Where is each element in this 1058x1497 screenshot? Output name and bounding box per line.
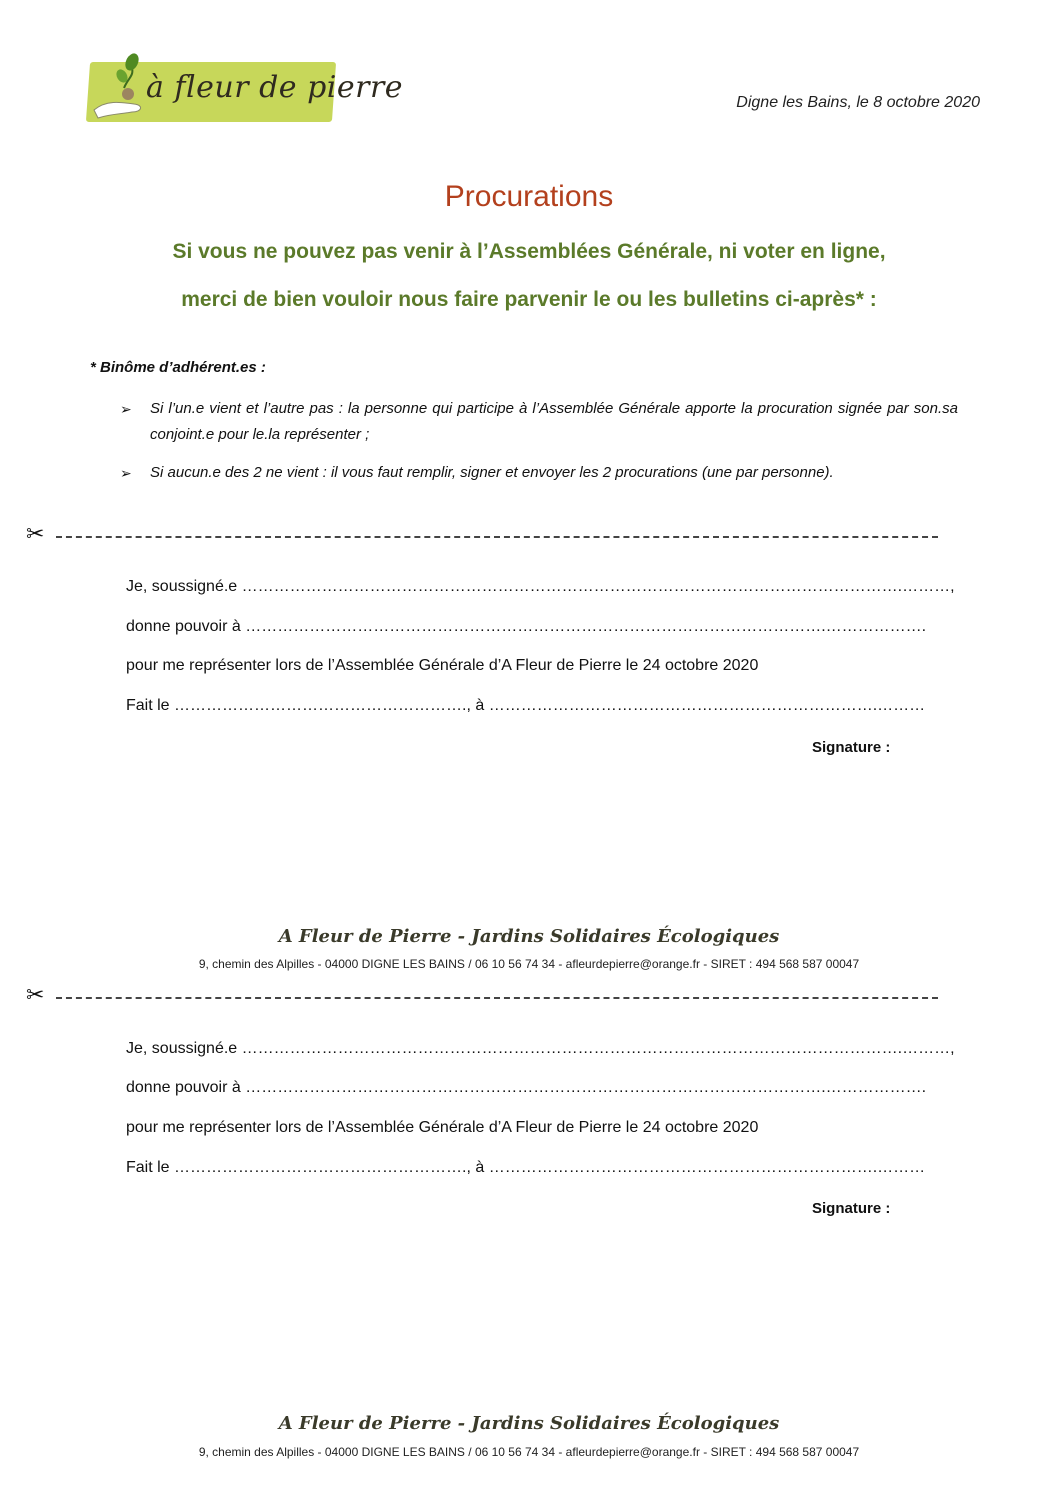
form-date-place-line: Fait le ………………………………………………., à ……………………………………………………………….……… — [126, 697, 926, 714]
arrow-bullet-icon: ➢ — [120, 465, 132, 481]
dashed-divider — [56, 536, 938, 538]
cut-line — [26, 521, 938, 548]
scissors-icon: ✂ — [26, 982, 45, 1007]
bullet-text: Si l’un.e vient et l’autre pas : la personne qui participe à l’Assemblée Générale apporte la procuration signée par son.sa conjoint.e pour le.la représenter ; — [150, 400, 958, 443]
bullet-item — [120, 460, 958, 486]
bullet-item — [120, 396, 958, 448]
footer-address: 9, chemin des Alpilles - 04000 DIGNE LES BAINS / 06 10 56 74 34 - afleurdepierre@orange.fr - SIRET : 494 568 587 00047 — [198, 957, 860, 971]
date-line: Digne les Bains, le 8 octobre 2020 — [736, 94, 980, 111]
footer-org: A Fleur de Pierre - Jardins Solidaires Écologiques — [278, 926, 780, 947]
dashed-divider — [56, 997, 938, 999]
form-proxy-line: donne pouvoir à ……………………………………………………………………………………………….………………. — [126, 618, 927, 635]
form-date-place-line: Fait le ………………………………………………., à ……………………………………………………………….……… — [126, 1159, 926, 1176]
signature-label: Signature : — [812, 1200, 891, 1217]
page-title: Procurations — [444, 180, 614, 213]
bullet-text: Si aucun.e des 2 ne vient : il vous faut remplir, signer et envoyer les 2 procurations (une par personne). — [150, 464, 834, 481]
form-purpose-line: pour me représenter lors de l’Assemblée Générale d’A Fleur de Pierre le 24 octobre 2020 — [126, 657, 759, 674]
subtitle-line-1: Si vous ne pouvez pas venir à l’Assemblées Générale, ni voter en ligne, — [172, 240, 886, 263]
footer-address: 9, chemin des Alpilles - 04000 DIGNE LES BAINS / 06 10 56 74 34 - afleurdepierre@orange.fr - SIRET : 494 568 587 00047 — [198, 1445, 860, 1459]
subtitle-line-2: merci de bien vouloir nous faire parvenir le ou les bulletins ci-après* : — [181, 288, 877, 311]
logo — [84, 48, 404, 128]
arrow-bullet-icon: ➢ — [120, 401, 132, 417]
footer-org: A Fleur de Pierre - Jardins Solidaires Écologiques — [278, 1413, 780, 1434]
signature-label: Signature : — [812, 739, 891, 756]
form-purpose-line: pour me représenter lors de l’Assemblée Générale d’A Fleur de Pierre le 24 octobre 2020 — [126, 1119, 759, 1136]
form-name-line: Je, soussigné.e …………………………………………………………………………………………………………….………, — [126, 1040, 955, 1057]
form-name-line: Je, soussigné.e …………………………………………………………………………………………………………….………, — [126, 578, 955, 595]
scissors-icon: ✂ — [26, 521, 45, 546]
form-proxy-line: donne pouvoir à ……………………………………………………………………………………………….………………. — [126, 1079, 927, 1096]
logo-text: à fleur de pierre — [146, 70, 404, 105]
cut-line — [26, 982, 938, 1009]
note-heading: * Binôme d’adhérent.es : — [90, 359, 266, 376]
